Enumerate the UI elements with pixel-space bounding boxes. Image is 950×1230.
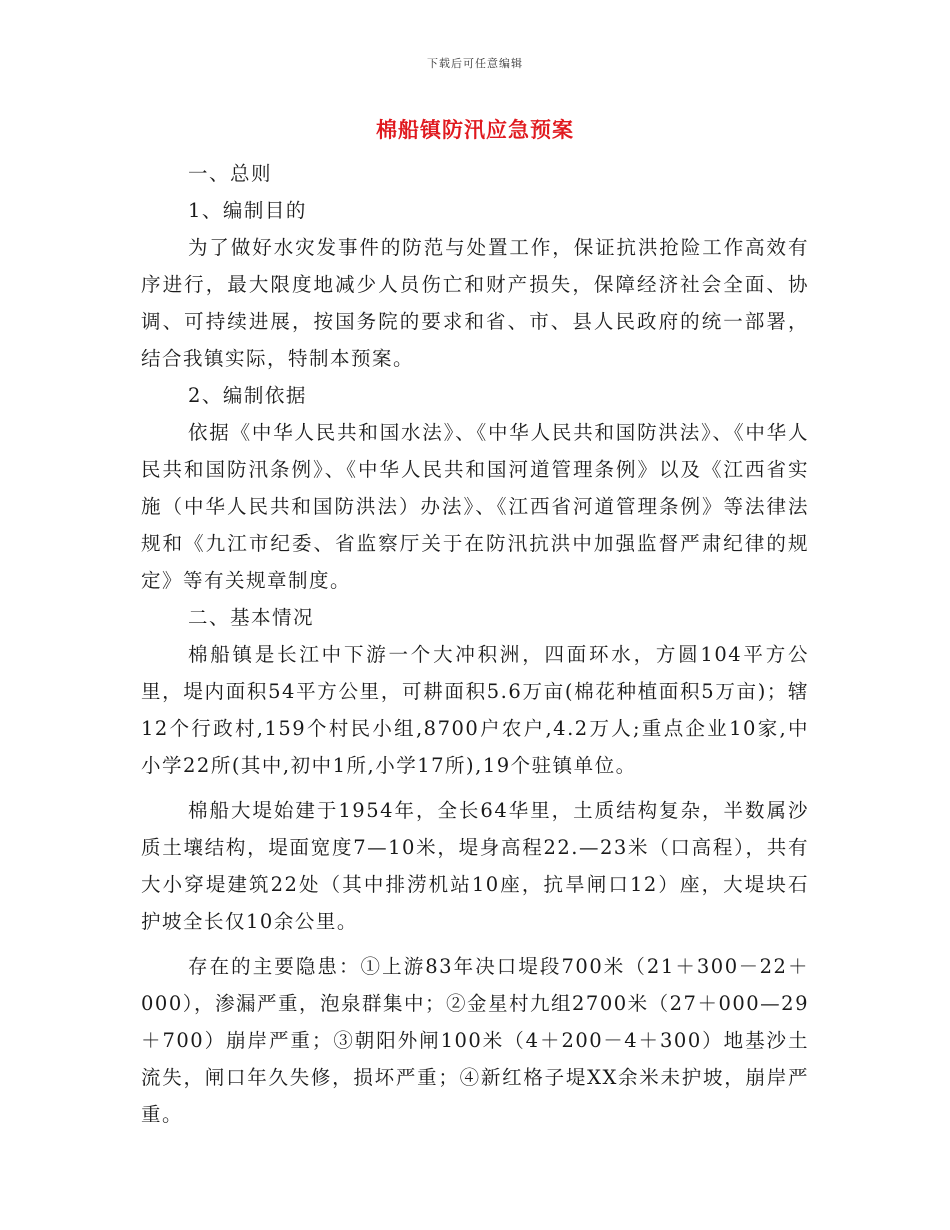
paragraph-hazards: 存在的主要隐患：①上游83年决口堤段700米（21＋300－22＋000），渗漏严重，泡泉群集中；②金星村九组2700米（27＋000—29＋700）崩岸严重；③朝阳外闸100米（4＋200－4＋300）地基沙土流失，闸口年久失修，损坏严重；④新红格子堤XX余米未护坡，崩岸严重。 xyxy=(141,955,809,1126)
document-body xyxy=(141,155,809,1133)
paragraph-basis: 依据《中华人民共和国水法》、《中华人民共和国防洪法》、《中华人民共和国防汛条例》、《中华人民共和国河道管理条例》以及《江西省实施（中华人民共和国防洪法）办法》、《江西省河道管理条例》等法律法规和《九江市纪委、省监察厅关于在防汛抗洪中加强监督严肃纪律的规定》等有关规章制度。 xyxy=(141,421,809,592)
section-heading-general: 一、总则 xyxy=(188,162,273,185)
page-header-note: 下载后可任意编辑 xyxy=(427,57,523,70)
paragraph-embankment: 棉船大堤始建于1954年，全长64华里，土质结构复杂，半数属沙质土壤结构，堤面宽度7—10米，堤身高程22.—23米（口高程），共有大小穿堤建筑22处（其中排涝机站10座，抗旱闸口12）座，大堤块石护坡全长仅10余公里。 xyxy=(141,799,809,933)
paragraph-purpose: 为了做好水灾发事件的防范与处置工作，保证抗洪抢险工作高效有序进行，最大限度地减少人员伤亡和财产损失，保障经济社会全面、协调、可持续进展，按国务院的要求和省、市、县人民政府的统一部署，结合我镇实际，特制本预案。 xyxy=(141,236,809,370)
subsection-heading-purpose: 1、编制目的 xyxy=(188,199,307,222)
document-title: 棉船镇防汛应急预案 xyxy=(376,118,574,142)
subsection-heading-basis: 2、编制依据 xyxy=(188,384,307,407)
section-heading-basic-situation: 二、基本情况 xyxy=(188,606,315,629)
paragraph-town-overview: 棉船镇是长江中下游一个大冲积洲，四面环水，方圆104平方公里，堤内面积54平方公里，可耕面积5.6万亩(棉花种植面积5万亩)；辖12个行政村,159个村民小组,8700户农户,4.2万人;重点企业10家,中小学22所(其中,初中1所,小学17所),19个驻镇单位。 xyxy=(141,643,809,777)
